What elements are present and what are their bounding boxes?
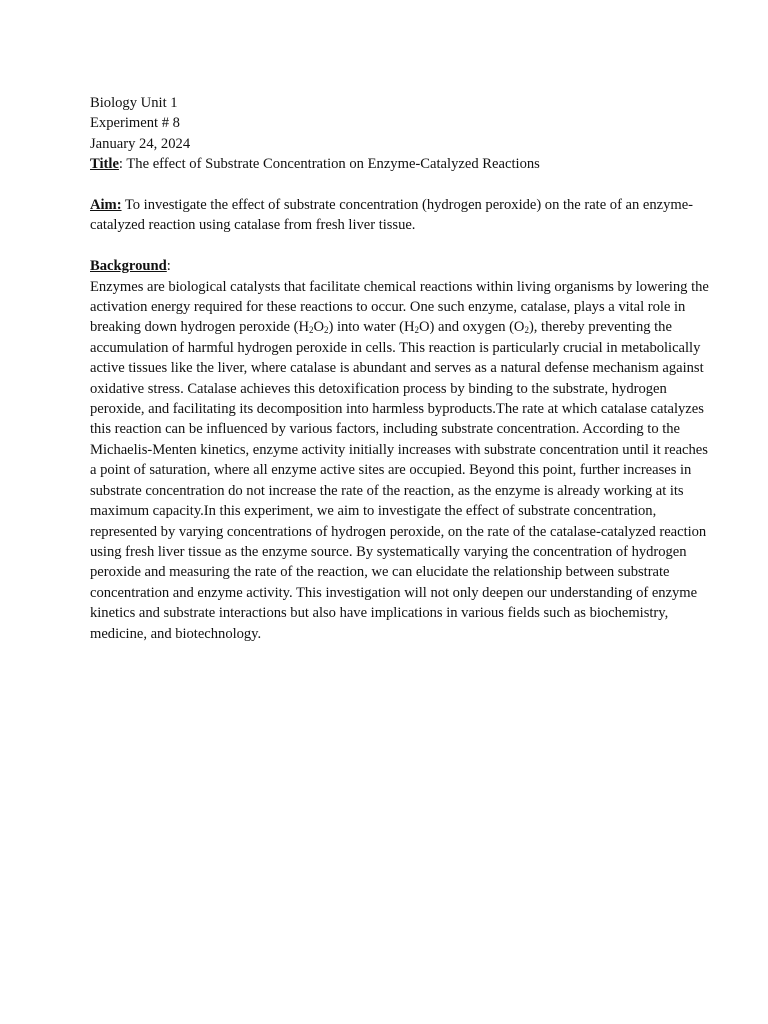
document-date: January 24, 2024 <box>90 135 191 152</box>
course-line: Biology Unit 1 <box>90 95 178 111</box>
document-page <box>90 93 710 644</box>
spacer <box>90 236 710 256</box>
experiment-number: Experiment # 8 <box>90 115 180 132</box>
title-text: : The effect of Substrate Concentration on Enzyme-Catalyzed Reactions <box>118 156 540 173</box>
background-label: Background <box>90 258 167 275</box>
title-label: Title <box>90 156 119 173</box>
spacer <box>90 175 710 195</box>
subscript: 2 <box>308 325 314 336</box>
subscript: 2 <box>414 325 419 336</box>
background-text-part: O) and oxygen (O <box>419 319 525 336</box>
background-text-part: ), thereby preventing the accumulation of harmful hydrogen peroxide in cells. This reaction is particularly crucial in metabolically active tissues like the liver, where catalase is abundant and serves as a natural defense mechanism against oxidative stress. Catalase achieves this detoxification process by binding to the substrate, hydrogen peroxide, and facilitating its decomposition into harmless byproducts.The rate at which catalase catalyzes this reaction can be influenced by various factors, including substrate concentration. According to the Michaelis-Menten kinetics, enzyme activity initially increases with substrate concentration until it reaches a point of saturation, where all enzyme active sites are occupied. Beyond this point, further increases in substrate concentration do not increase the rate of the reaction, as the enzyme is already working at its maximum capacity.In this experiment, we aim to investigate the effect of substrate concentration, represented by varying concentrations of hydrogen peroxide, on the rate of the catalase-catalyzed reaction using fresh liver tissue as the enzyme source. By systematically varying the concentration of hydrogen peroxide and measuring the rate of the reaction, we can elucidate the relationship between substrate concentration and enzyme activity. This investigation will not only deepen our understanding of enzyme kinetics and substrate interactions but also have implications in various fields such as biochemistry, medicine, and biotechnology. <box>90 319 708 642</box>
title-line <box>90 154 710 174</box>
background-heading <box>90 256 710 276</box>
subscript: 2 <box>524 325 529 336</box>
background-text-part: ) into water (H <box>328 319 415 336</box>
background-colon: : <box>166 258 171 275</box>
aim-paragraph <box>90 195 710 236</box>
background-text-part: Enzymes are biological catalysts that facilitate chemical reactions within living organisms by lowering the activation energy required for these reactions to occur. One such enzyme, catalase, plays a vital role in breaking down hydrogen peroxide (H <box>90 278 709 336</box>
background-paragraph <box>90 277 710 644</box>
aim-label: Aim: <box>90 197 122 214</box>
subscript: 2 <box>324 325 329 336</box>
background-text-part: O <box>313 319 324 336</box>
aim-text: To investigate the effect of substrate concentration (hydrogen peroxide) on the rate of an enzyme-catalyzed reaction using catalase from fresh liver tissue. <box>90 197 694 234</box>
